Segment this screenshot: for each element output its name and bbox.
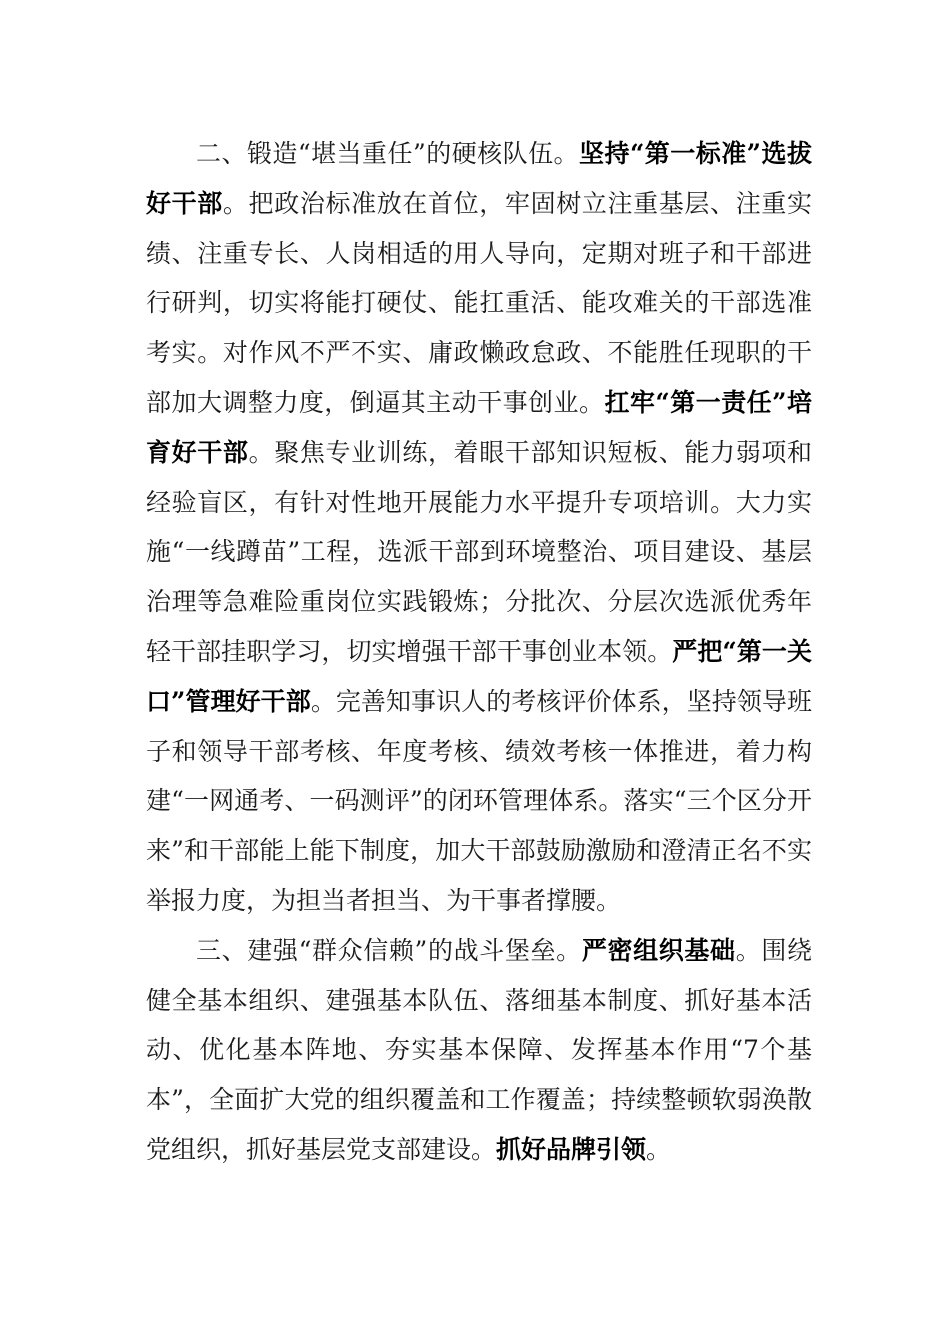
section-heading-3: 三、建强“群众信赖”的战斗堡垒。 — [196, 935, 582, 965]
body-text-training: 。聚焦专业训练，着眼干部知识短板、能力弱项和经验盲区，有针对性地开展能力水平提升专项培训。大力实施“一线蹲苗”工程，选派干部到环境整治、项目建设、基层治理等急难险重岗位实践锻炼；分批次、分层次选派优秀年轻干部挂职学习，切实增强干部干事创业本领。 — [146, 437, 812, 666]
bold-point-first-responsibility: 扛牢“第一责任”培育好干部 — [146, 387, 812, 467]
bold-point-first-gate: 严把“第一关口”管理好干部 — [146, 636, 812, 716]
paragraph-2-cadre-team — [146, 129, 812, 926]
paragraph-3-fortress — [146, 926, 812, 1175]
bold-point-organization-base: 严密组织基础 — [581, 935, 736, 965]
bold-point-first-standard: 坚持“第一标准”选拔好干部 — [146, 139, 812, 218]
body-text-organization: 。围绕健全基本组织、建强基本队伍、落细基本制度、抓好基本活动、优化基本阵地、夯实基本保障、发挥基本作用“7个基本”，全面扩大党的组织覆盖和工作覆盖；持续整顿软弱涣散党组织，抓好基层党支部建设。 — [146, 935, 812, 1164]
body-text-management: 。完善知事识人的考核评价体系，坚持领导班子和领导干部考核、年度考核、绩效考核一体推进，着力构建“一网通考、一码测评”的闭环管理体系。落实“三个区分开来”和干部能上能下制度，加大干部鼓励激励和澄清正名不实举报力度，为担当者担当、为干事者撑腰。 — [146, 686, 812, 915]
body-text-selection: 。把政治标准放在首位，牢固树立注重基层、注重实绩、注重专长、人岗相适的用人导向，定期对班子和干部进行研判，切实将能打硬仗、能扛重活、能攻难关的干部选准考实。对作风不严不实、庸政懒政怠政、不能胜任现职的干部加大调整力度，倒逼其主动干事创业。 — [146, 188, 812, 417]
bold-point-brand-leading: 抓好品牌引领 — [496, 1134, 647, 1164]
body-text-end: 。 — [646, 1134, 672, 1164]
document-body — [146, 129, 812, 1175]
section-heading-2: 二、锻造“堪当重任”的硬核队伍。 — [196, 139, 580, 168]
